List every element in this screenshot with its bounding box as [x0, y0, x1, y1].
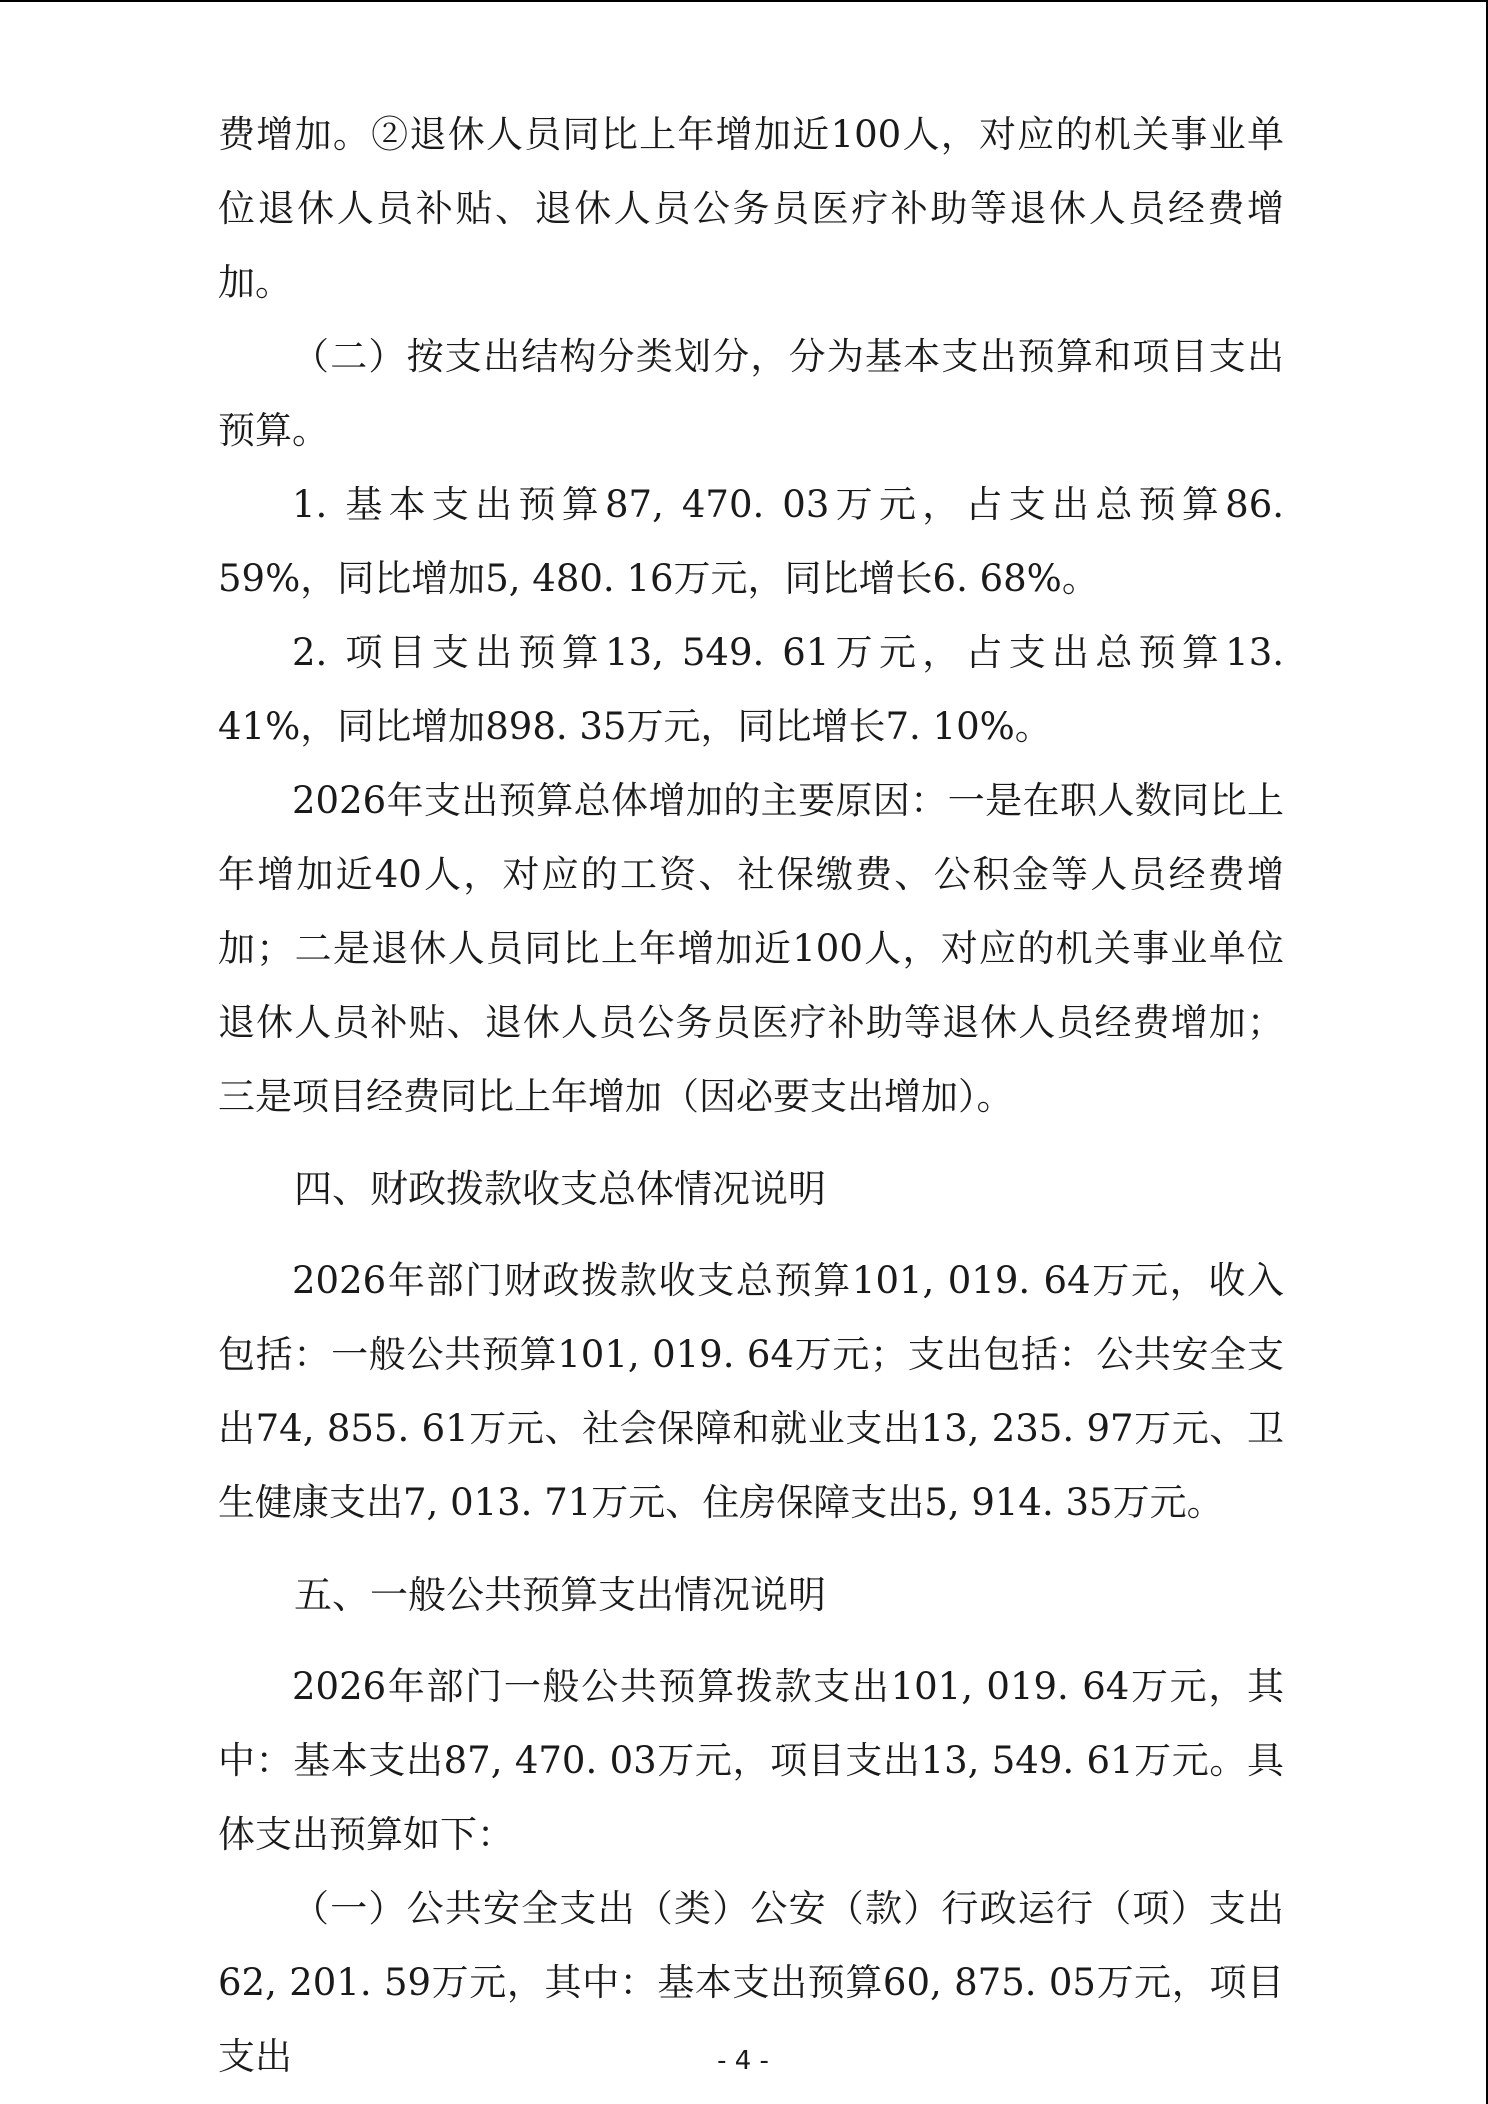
paragraph-fiscal-appropriation: 2026年部门财政拨款收支总预算101, 019. 64万元，收入包括：一般公共预算101, 019. 64万元；支出包括：公共安全支出74, 855. 61万元、社会保障和就业支出13, 235. 97万元、卫生健康支出7, 013. 71万元、住房保障支出5, 914. 35万元。 [218, 1259, 1284, 1524]
section-heading-fiscal-appropriation: 四、财政拨款收支总体情况说明 [294, 1167, 827, 1211]
paragraph-general-budget: 2026年部门一般公共预算拨款支出101, 019. 64万元，其中：基本支出87, 470. 03万元，项目支出13, 549. 61万元。具体支出预算如下： [218, 1665, 1284, 1856]
paragraph-project-expenditure: 2. 项目支出预算13, 549. 61万元，占支出总预算13. 41%，同比增加898. 35万元，同比增长7. 10%。 [218, 631, 1284, 748]
document-body [218, 98, 1284, 2094]
paragraph-expenditure-structure: （二）按支出结构分类划分，分为基本支出预算和项目支出预算。 [218, 335, 1284, 452]
section-heading-general-budget: 五、一般公共预算支出情况说明 [294, 1573, 827, 1617]
page-number: - 4 - [717, 2046, 769, 2076]
paragraph-public-security: （一）公共安全支出（类）公安（款）行政运行（项）支出62, 201. 59万元，其中：基本支出预算60, 875. 05万元，项目支出 [218, 1887, 1284, 2078]
paragraph-basic-expenditure: 1. 基本支出预算87, 470. 03万元，占支出总预算86. 59%，同比增加5, 480. 16万元，同比增长6. 68%。 [218, 483, 1284, 600]
paragraph-continued: 费增加。②退休人员同比上年增加近100人，对应的机关事业单位退休人员补贴、退休人员公务员医疗补助等退休人员经费增加。 [218, 113, 1284, 304]
paragraph-increase-reasons: 2026年支出预算总体增加的主要原因：一是在职人数同比上年增加近40人，对应的工资、社保缴费、公积金等人员经费增加；二是退休人员同比上年增加近100人，对应的机关事业单位退休人员补贴、退休人员公务员医疗补助等退休人员经费增加；三是项目经费同比上年增加（因必要支出增加）。 [218, 779, 1284, 1118]
